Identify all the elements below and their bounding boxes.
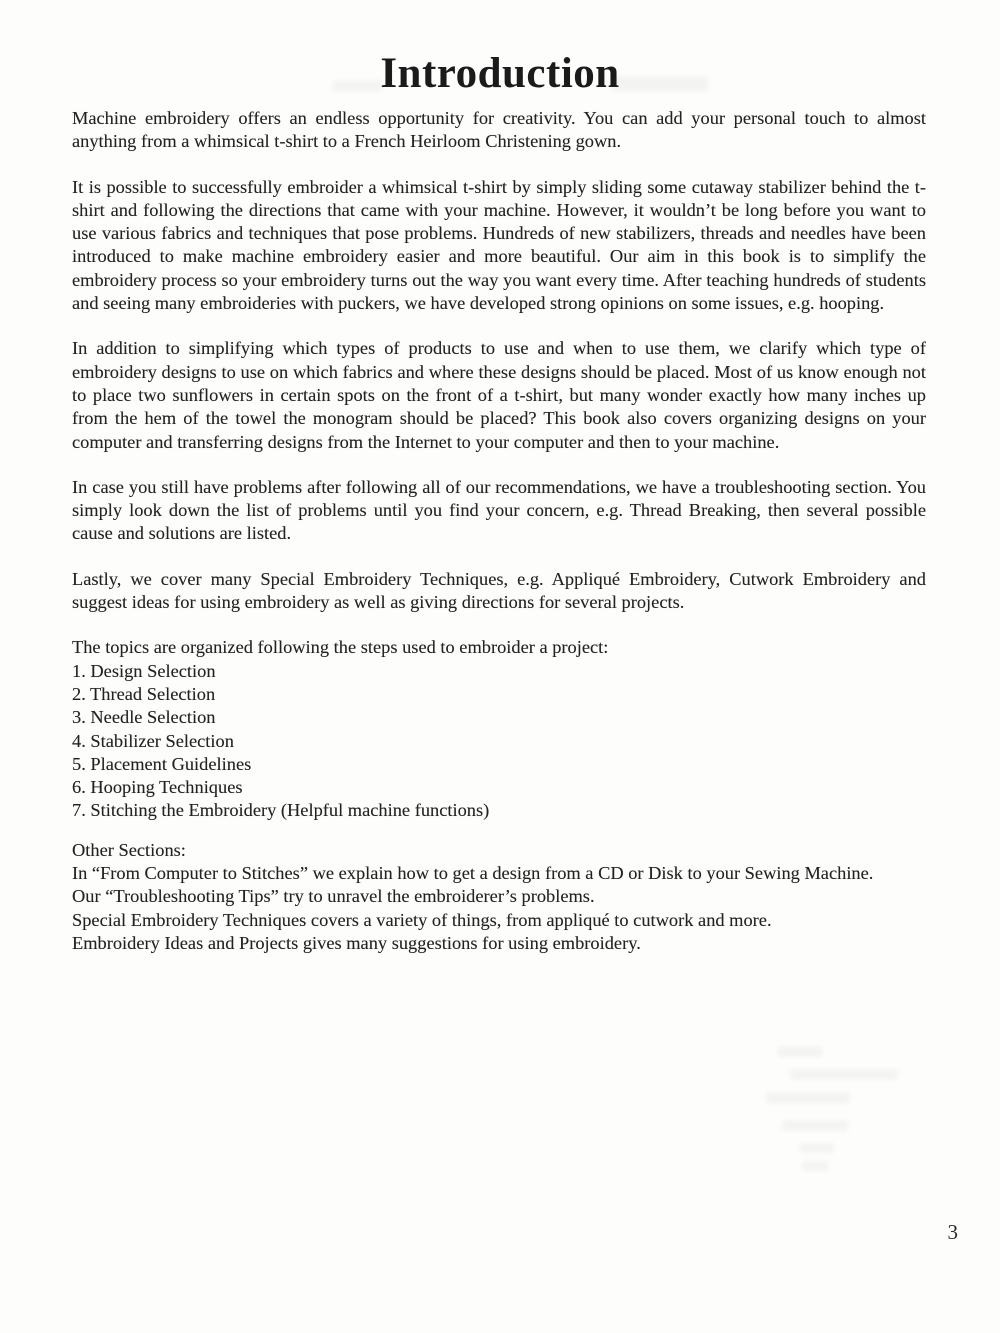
- paragraph-troubleshooting: In case you still have problems after following all of our recommendations, we have a troubleshooting section. You simply look down the list of problems until you find your concern, e.g. Thread Breaking, then several possible cause and solutions are listed.: [72, 476, 926, 544]
- topic-item-hooping: 6. Hooping Techniques: [72, 777, 243, 798]
- topic-item-design: 1. Design Selection: [72, 660, 216, 681]
- other-section-line-computer-to-stitches: In “From Computer to Stitches” we explain how to get a design from a CD or Disk to your Sewing Machine.: [72, 863, 874, 884]
- other-section-line-ideas-projects: Embroidery Ideas and Projects gives many suggestions for using embroidery.: [72, 932, 641, 953]
- other-section-line-troubleshooting-tips: Our “Troubleshooting Tips” try to unravel the embroiderer’s problems.: [72, 886, 595, 907]
- scan-bleed-artifact: [802, 1161, 828, 1171]
- other-section-line-special-techniques: Special Embroidery Techniques covers a variety of things, from appliqué to cutwork and more.: [72, 909, 772, 930]
- scan-bleed-artifact: [790, 1069, 898, 1080]
- paragraph-simplifying: In addition to simplifying which types of products to use and when to use them, we clarify which type of embroidery designs to use on which fabrics and where these designs should be placed. Most of us know enough not to place two sunflowers in certain spots on the front of a t-shirt, but many wonder exactly how many inches up from the hem of the towel the monogram should be placed? This book also covers organizing designs on your computer and transferring designs from the Internet to your computer and then to your machine.: [72, 338, 926, 452]
- topics-intro: The topics are organized following the steps used to embroider a project:: [72, 637, 609, 658]
- topic-item-thread: 2. Thread Selection: [72, 683, 216, 704]
- scan-bleed-artifact: [800, 1143, 834, 1153]
- topic-item-placement: 5. Placement Guidelines: [72, 753, 252, 774]
- topic-item-needle: 3. Needle Selection: [72, 707, 216, 728]
- paragraph-possible: It is possible to successfully embroider a whimsical t-shirt by simply sliding some cutaway stabilizer behind the t-shirt and following the directions that came with your machine. However, it wouldn’t be long before you want to use various fabrics and techniques that pose problems. Hundreds of new stabilizers, threads and needles have been introduced to make machine embroidery easier and more beautiful. Our aim in this book is to simplify the embroidery process so your embroidery turns out the way you want every time. After teaching hundreds of students and seeing many embroideries with puckers, we have developed strong opinions on some issues, e.g. hooping.: [72, 176, 926, 314]
- other-sections-heading: Other Sections:: [72, 839, 186, 860]
- page-title: Introduction: [380, 50, 620, 97]
- scan-bleed-artifact: [778, 1046, 822, 1057]
- paragraph-techniques: Lastly, we cover many Special Embroidery Techniques, e.g. Appliqué Embroidery, Cutwork Embroidery and suggest ideas for using embroidery as well as giving directions for several projects.: [72, 568, 926, 613]
- topic-item-stitching: 7. Stitching the Embroidery (Helpful machine functions): [72, 800, 490, 821]
- scan-bleed-artifact: [766, 1092, 850, 1104]
- page-body: [72, 107, 926, 955]
- page-number: 3: [947, 1220, 958, 1244]
- other-sections: [72, 839, 926, 955]
- scan-bleed-artifact: [782, 1120, 848, 1131]
- topic-item-stabilizer: 4. Stabilizer Selection: [72, 730, 234, 751]
- topics-list: [72, 636, 926, 822]
- paragraph-intro: Machine embroidery offers an endless opportunity for creativity. You can add your personal touch to almost anything from a whimsical t-shirt to a French Heirloom Christening gown.: [72, 108, 926, 152]
